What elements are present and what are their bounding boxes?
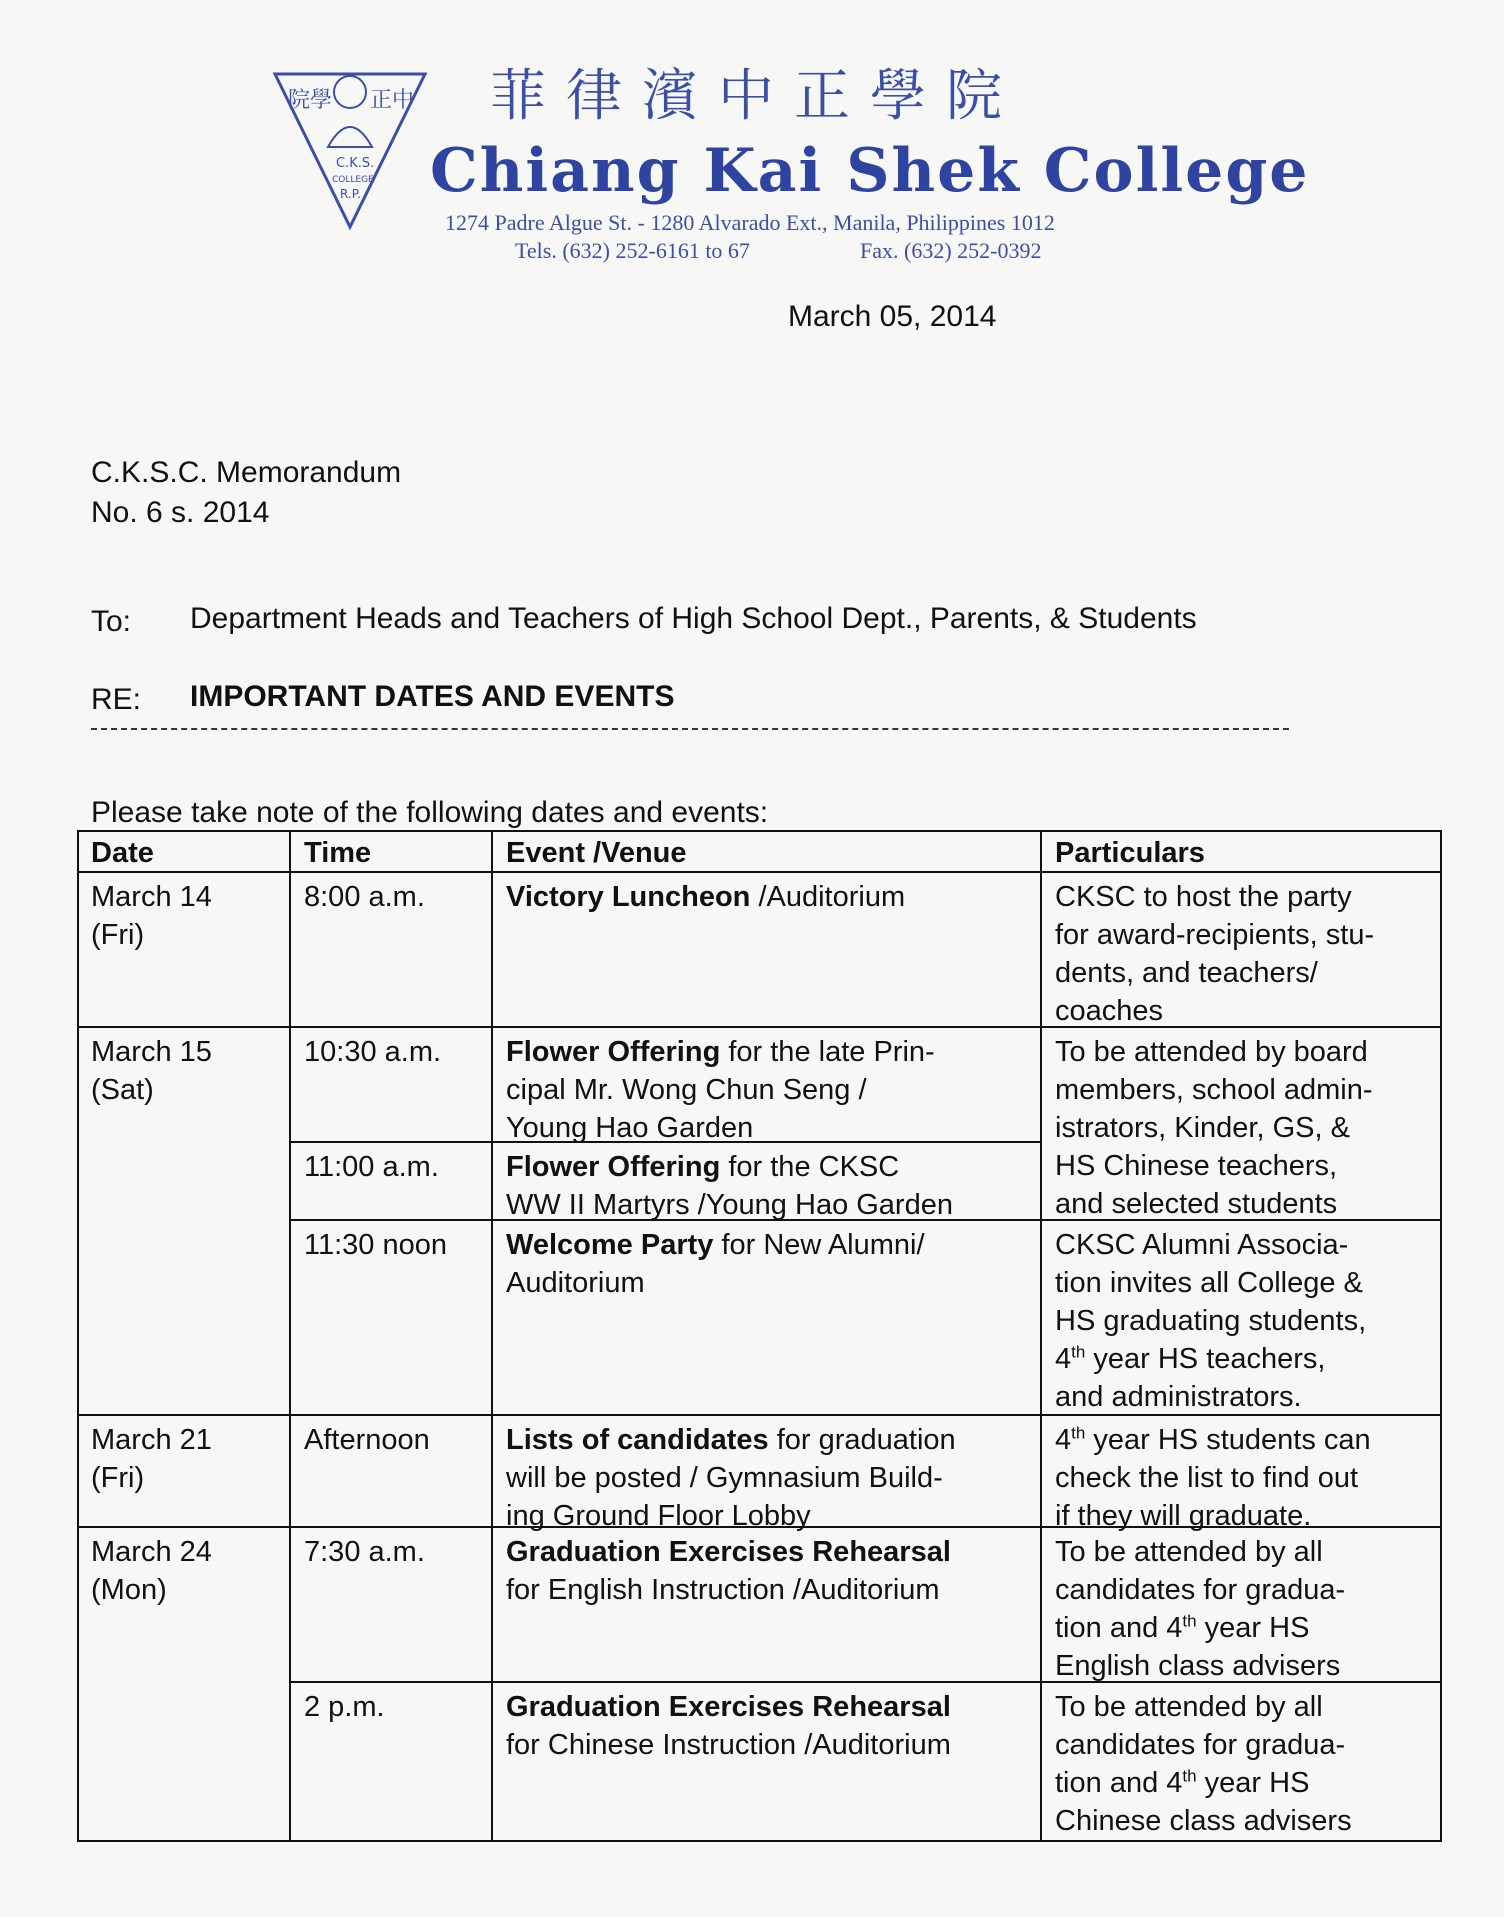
events-table	[77, 830, 1442, 1842]
table-row-date: March 21 (Fri)	[91, 1424, 212, 1494]
table-row-date: March 14 (Fri)	[91, 881, 212, 951]
table-row-time: 7:30 a.m.	[304, 1536, 425, 1568]
re-label: RE:	[91, 683, 142, 716]
table-row-particulars: CKSC to host the party for award-recipients, stu- dents, and teachers/ coaches	[1055, 881, 1375, 1027]
table-row-particulars: To be attended by board members, school admin- istrators, Kinder, GS, & HS Chinese teachers, and selected students	[1055, 1036, 1373, 1220]
svg-text:R.P.: R.P.	[340, 187, 361, 201]
svg-text:正中: 正中	[370, 88, 415, 113]
memo-number: No. 6 s. 2014	[91, 496, 270, 529]
svg-text:COLLEGE: COLLEGE	[332, 175, 374, 185]
college-fax: Fax. (632) 252-0392	[860, 238, 1042, 263]
to-recipients: Department Heads and Teachers of High School Dept., Parents, & Students	[190, 602, 1197, 635]
table-row-event: Flower Offering for the late Prin- cipal Mr. Wong Chun Seng / Young Hao Garden	[506, 1036, 935, 1144]
table-row-time: 10:30 a.m.	[304, 1036, 442, 1068]
dashed-divider	[91, 728, 1289, 732]
to-label: To:	[91, 605, 132, 638]
table-row-time: 11:30 noon	[304, 1229, 447, 1261]
table-row-particulars: 4th year HS students can check the list to find out if they will graduate.	[1055, 1423, 1371, 1532]
table-row-time: 2 p.m.	[304, 1691, 385, 1723]
college-chinese-name: 菲律濱中正學院	[490, 64, 1022, 129]
college-telephone: Tels. (632) 252-6161 to 67	[515, 238, 750, 263]
intro-text: Please take note of the following dates and events:	[91, 796, 769, 829]
table-row-event: Flower Offering for the CKSC WW II Martyrs /Young Hao Garden	[506, 1151, 953, 1221]
table-row-time: 11:00 a.m.	[304, 1151, 439, 1183]
table-row-date: March 15 (Sat)	[91, 1036, 212, 1106]
college-name: Chiang Kai Shek College	[430, 136, 1310, 206]
svg-text:院學: 院學	[288, 88, 333, 113]
table-row-event: Graduation Exercises Rehearsal for Chinese Instruction /Auditorium	[506, 1691, 951, 1761]
college-seal	[270, 52, 430, 232]
table-row-date: March 24 (Mon)	[91, 1536, 212, 1606]
table-row-event: Victory Luncheon /Auditorium	[506, 881, 906, 913]
table-row-particulars: CKSC Alumni Associa- tion invites all College & HS graduating students, 4th year HS teachers, and administrators.	[1055, 1229, 1367, 1413]
memo-title: C.K.S.C. Memorandum	[91, 456, 402, 489]
header-date: Date	[91, 837, 154, 869]
svg-text:C.K.S.: C.K.S.	[336, 156, 375, 171]
table-row-event: Graduation Exercises Rehearsal for English Instruction /Auditorium	[506, 1536, 951, 1606]
header-time: Time	[304, 837, 372, 869]
header-particulars: Particulars	[1055, 837, 1205, 869]
subject-line: IMPORTANT DATES AND EVENTS	[190, 680, 675, 713]
table-row-particulars: To be attended by all candidates for gradua- tion and 4th year HS English class advisers	[1055, 1536, 1346, 1682]
table-row-time: Afternoon	[304, 1424, 430, 1456]
header-event: Event /Venue	[506, 837, 687, 869]
table-row-particulars: To be attended by all candidates for gradua- tion and 4th year HS Chinese class advisers	[1055, 1691, 1352, 1837]
table-row-event: Welcome Party for New Alumni/ Auditorium	[506, 1229, 925, 1299]
college-address: 1274 Padre Algue St. - 1280 Alvarado Ext., Manila, Philippines 1012	[445, 210, 1055, 235]
table-row-time: 8:00 a.m.	[304, 881, 425, 913]
table-row-event: Lists of candidates for graduation will be posted / Gymnasium Build- ing Ground Floor Lobby	[506, 1424, 956, 1532]
memo-date: March 05, 2014	[788, 300, 997, 333]
